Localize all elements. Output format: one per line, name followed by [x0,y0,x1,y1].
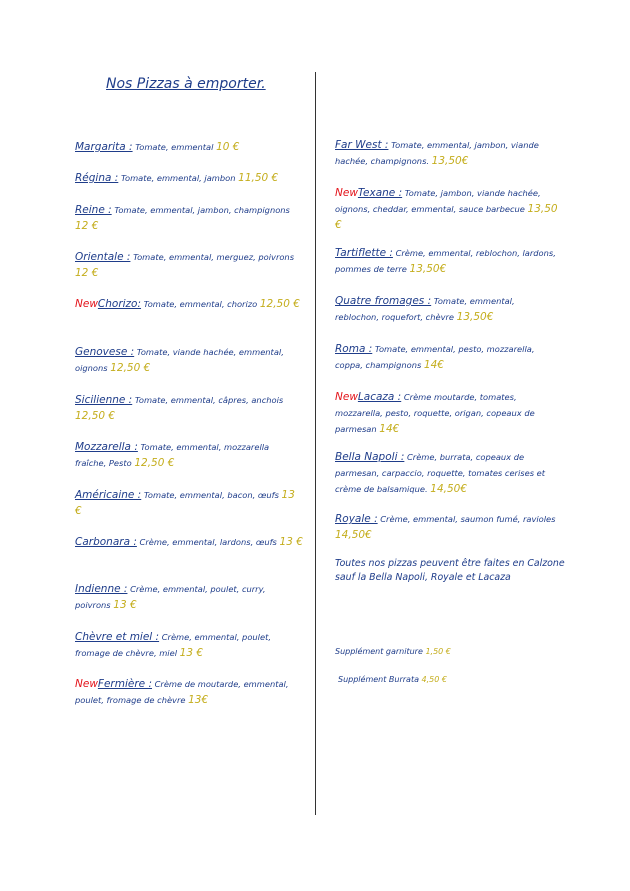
pizza-price: 13€ [188,694,209,706]
page-title: Nos Pizzas à emporter. [106,76,266,92]
column-divider [315,72,316,815]
pizza-name: Roma : [335,343,373,355]
pizza-ingredients: Crème, emmental, poulet, curry, poivrons [75,584,266,610]
pizza-price: 13,50 € [335,203,558,231]
pizza-name: Mozzarella : [75,441,138,453]
pizza-price: 13 € [75,489,295,517]
pizza-name: Margarita : [75,141,133,153]
pizza-item [335,137,560,169]
pizza-ingredients: Tomate, emmental, reblochon, roquefort, chèvre [335,296,515,322]
pizza-item [75,170,303,186]
pizza-price: 12,50 € [134,457,175,469]
pizza-name: Chorizo: [97,298,142,310]
pizza-price: 11,50 € [238,172,279,184]
pizza-item [75,534,303,550]
pizza-ingredients: Tomate, emmental, mozzarella fraîche, Pesto [75,442,270,468]
pizza-ingredients: Tomate, emmental, jambon [120,173,236,183]
pizza-name: Texane : [357,187,403,199]
pizza-price: 14€ [379,423,400,435]
pizza-name: Genovese : [75,346,135,358]
pizza-price: 13 € [279,536,303,548]
pizza-ingredients: Tomate, emmental, pesto, mozzarella, coppa, champignons [335,344,535,370]
pizza-price: 13 € [179,647,204,659]
supplement-item [338,675,447,684]
pizza-price: 13,50€ [431,155,469,167]
new-badge: New [75,678,98,690]
new-badge: New [75,298,98,310]
pizza-price: 13,50€ [409,263,447,275]
pizza-name: Orientale : [75,251,131,263]
pizza-price: 12,50 € [259,298,300,310]
pizza-name: Sicilienne : [75,394,133,406]
pizza-price: 14,50€ [335,529,372,541]
pizza-price: 14€ [423,359,444,371]
pizza-ingredients: Tomate, viande hachée, emmental, oignons [75,347,284,373]
pizza-ingredients: Tomate, emmental, chorizo [143,299,258,309]
pizza-name: Bella Napoli : [335,451,405,463]
pizza-name: Tartiflette : [335,247,393,259]
pizza-ingredients: Tomate, emmental, câpres, anchois [134,395,284,405]
pizza-name: Chèvre et miel : [75,631,160,643]
pizza-name: Reine : [75,204,112,216]
pizza-ingredients: Crème moutarde, tomates, mozzarella, pesto, roquette, origan, copeaux de parmesan [335,392,535,434]
pizza-item [335,341,560,373]
pizza-ingredients: Tomate, jambon, viande hachée, oignons, cheddar, emmental, sauce barbecue [335,188,541,214]
pizza-price: 12 € [75,267,99,279]
pizza-ingredients: Crème, emmental, reblochon, lardons, pommes de terre [335,248,556,274]
pizza-item [335,185,560,233]
pizza-item [75,344,303,376]
pizza-item [335,245,560,277]
supplement-item [335,647,451,656]
pizza-ingredients: Crème, emmental, poulet, fromage de chèvre, miel [75,632,271,658]
pizza-item [75,392,303,424]
pizza-ingredients: Tomate, emmental, jambon, champignons [114,205,290,215]
pizza-ingredients: Tomate, emmental, bacon, œufs [143,490,279,500]
new-badge: New [335,391,358,403]
pizza-price: 12 € [75,220,99,232]
pizza-name: Far West : [335,139,389,151]
pizza-name: Indienne : [75,583,128,595]
pizza-item [75,676,303,708]
calzone-note: Toutes nos pizzas peuvent être faites en Calzone sauf la Bella Napoli, Royale et Lacaza [335,558,565,583]
pizza-item [335,511,560,543]
pizza-ingredients: Tomate, emmental, merguez, poivrons [133,252,295,262]
pizza-item [75,249,303,281]
pizza-ingredients: Tomate, emmental [135,142,214,152]
supplement-price: 4,50 € [421,675,447,684]
pizza-price: 12,50 € [75,410,116,422]
pizza-price: 14,50€ [430,483,468,495]
pizza-item [75,487,303,519]
pizza-item [75,629,303,661]
pizza-ingredients: Crème, burrata, copeaux de parmesan, carpaccio, roquette, tomates cerises et crème de balsamique. [335,452,546,494]
pizza-ingredients: Tomate, emmental, jambon, viande hachée, champignons. [335,140,539,166]
pizza-item [75,296,303,312]
pizza-ingredients: Crème, emmental, lardons, œufs [139,537,277,547]
pizza-item [335,449,560,497]
pizza-price: 10 € [216,141,240,153]
pizza-name: Lacaza : [357,391,402,403]
pizza-name: Royale : [335,513,378,525]
pizza-price: 13 € [113,599,137,611]
pizza-item [75,581,303,613]
pizza-item [75,139,303,155]
pizza-price: 12,50 € [110,362,151,374]
pizza-name: Carbonara : [75,536,137,548]
pizza-name: Régina : [75,172,119,184]
pizza-item [75,439,303,471]
new-badge: New [335,187,358,199]
pizza-name: Américaine : [75,489,142,501]
pizza-name: Fermière : [97,678,152,690]
supplement-price: 1,50 € [425,647,451,656]
pizza-price: 13,50€ [456,311,494,323]
pizza-item [335,293,560,325]
supplement-label: Supplément Burrata [338,675,419,684]
pizza-name: Quatre fromages : [335,295,432,307]
pizza-item [335,389,560,437]
pizza-item [75,202,303,234]
pizza-ingredients: Crème de moutarde, emmental, poulet, fromage de chèvre [75,679,289,705]
supplement-label: Supplément garniture [335,647,423,656]
pizza-ingredients: Crème, emmental, saumon fumé, ravioles [380,514,556,524]
